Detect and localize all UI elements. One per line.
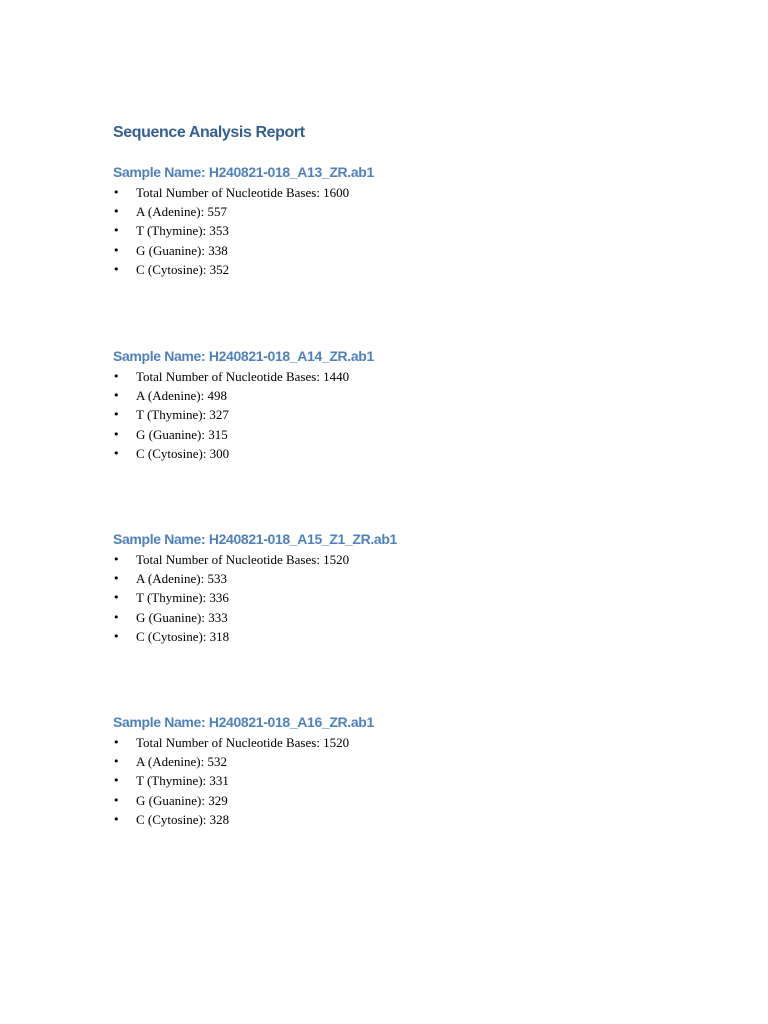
sample-section [113,528,713,646]
list-item [113,221,713,240]
bullet-icon: • [113,755,120,769]
bullet-icon: • [113,736,120,749]
bullet-icon: • [113,427,120,441]
adenine-count-text: A (Adenine): 557 [136,204,227,220]
bullet-icon: • [113,591,120,605]
list-item [113,425,713,444]
bullet-icon: • [113,408,120,422]
bullet-icon: • [113,610,120,624]
cytosine-count-text: C (Cytosine): 328 [136,811,230,827]
bullet-icon: • [113,224,120,238]
list-item [113,771,713,790]
list-item [113,202,713,221]
cytosine-count-text: C (Cytosine): 318 [136,628,230,644]
sample-heading: Sample Name: H240821-018_A13_ZR.ab1 [113,164,374,180]
guanine-count-text: G (Guanine): 333 [136,609,228,625]
base-count-list [113,183,713,279]
total-bases-text: Total Number of Nucleotide Bases: 1440 [136,369,350,384]
base-count-list [113,550,713,646]
bullet-icon: • [113,793,120,807]
bullet-icon: • [113,446,120,460]
list-item [113,608,713,627]
adenine-count-text: A (Adenine): 532 [136,754,227,770]
bullet-icon: • [113,370,120,383]
list-item [113,386,713,405]
list-item [113,367,713,386]
sample-section [113,161,713,279]
list-item [113,569,713,588]
bullet-icon: • [113,774,120,788]
base-count-list [113,733,713,829]
list-item [113,260,713,279]
guanine-count-text: G (Guanine): 338 [136,242,228,258]
guanine-count-text: G (Guanine): 329 [136,792,228,808]
list-item [113,550,713,569]
total-bases-text: Total Number of Nucleotide Bases: 1600 [136,185,350,200]
list-item [113,241,713,260]
sample-section [113,711,713,829]
list-item [113,183,713,202]
sample-section [113,345,713,463]
total-bases-text: Total Number of Nucleotide Bases: 1520 [136,735,350,750]
bullet-icon: • [113,553,120,566]
guanine-count-text: G (Guanine): 315 [136,426,228,442]
bullet-icon: • [113,389,120,403]
thymine-count-text: T (Thymine): 353 [136,223,229,239]
bullet-icon: • [113,186,120,199]
report-title: Sequence Analysis Report [113,124,305,141]
thymine-count-text: T (Thymine): 331 [136,773,229,789]
total-bases-text: Total Number of Nucleotide Bases: 1520 [136,552,350,567]
sample-heading: Sample Name: H240821-018_A14_ZR.ab1 [113,348,374,364]
bullet-icon: • [113,262,120,276]
bullet-icon: • [113,572,120,586]
list-item [113,444,713,463]
bullet-icon: • [113,812,120,826]
list-item [113,588,713,607]
list-item [113,733,713,752]
list-item [113,405,713,424]
adenine-count-text: A (Adenine): 533 [136,571,227,587]
base-count-list [113,367,713,463]
bullet-icon: • [113,243,120,257]
thymine-count-text: T (Thymine): 327 [136,407,229,423]
cytosine-count-text: C (Cytosine): 352 [136,261,230,277]
bullet-icon: • [113,205,120,219]
thymine-count-text: T (Thymine): 336 [136,590,229,606]
list-item [113,752,713,771]
bullet-icon: • [113,629,120,643]
sample-heading: Sample Name: H240821-018_A15_Z1_ZR.ab1 [113,531,397,547]
list-item [113,810,713,829]
adenine-count-text: A (Adenine): 498 [136,388,227,404]
list-item [113,627,713,646]
list-item [113,791,713,810]
sample-heading: Sample Name: H240821-018_A16_ZR.ab1 [113,714,374,730]
cytosine-count-text: C (Cytosine): 300 [136,445,230,461]
